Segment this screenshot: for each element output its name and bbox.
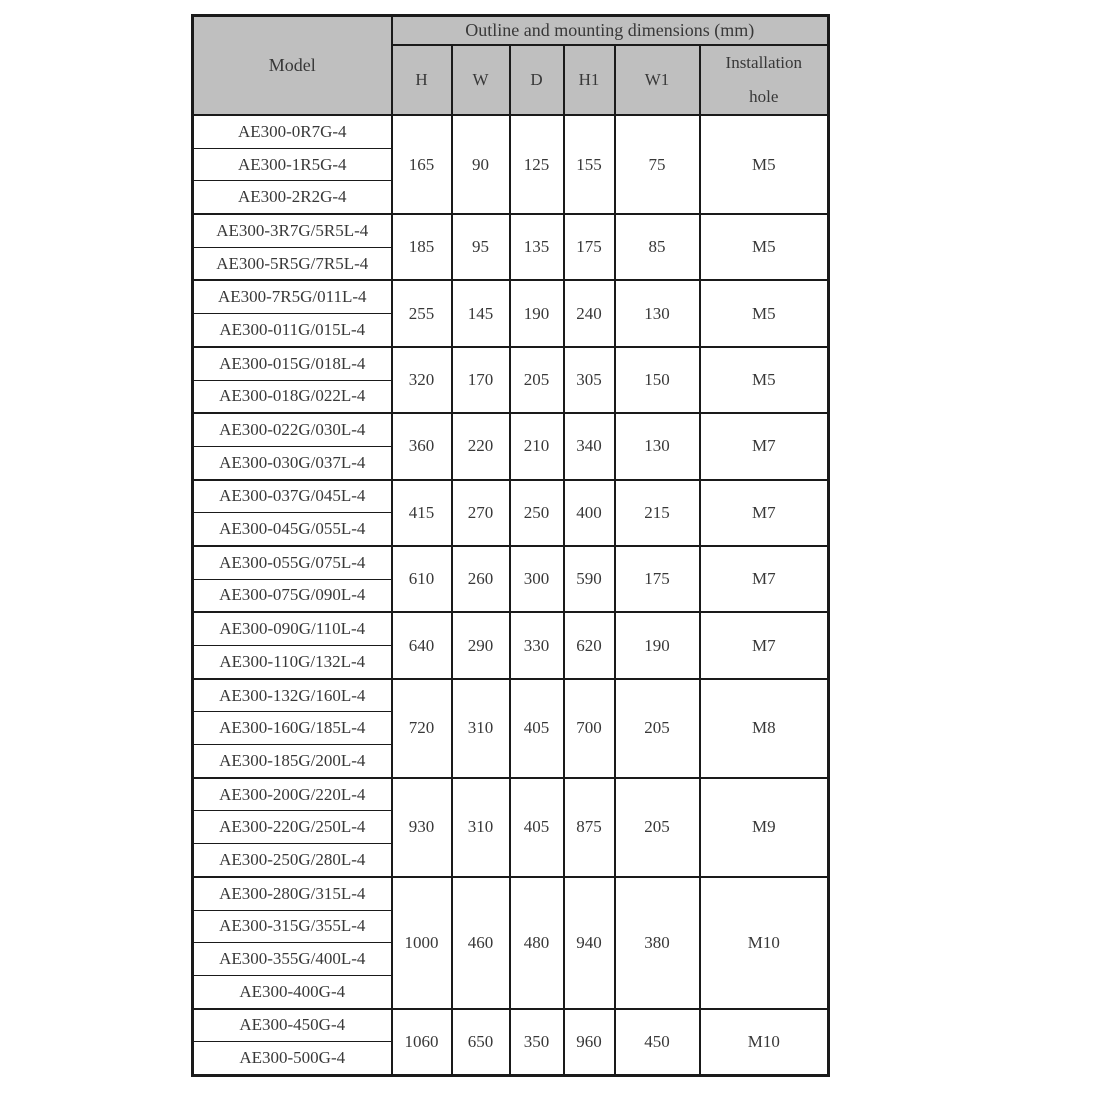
model-cell: AE300-220G/250L-4	[193, 811, 392, 844]
dim-cell-h1: 305	[564, 347, 615, 413]
dim-cell-h1: 700	[564, 679, 615, 778]
dim-cell-d: 300	[510, 546, 564, 612]
dim-cell-w1: 190	[615, 612, 700, 678]
dim-cell-h: 1000	[392, 877, 452, 1009]
table-header	[193, 16, 829, 116]
model-cell: AE300-090G/110L-4	[193, 612, 392, 645]
dim-cell-installation-hole: M7	[700, 480, 829, 546]
dim-cell-w: 290	[452, 612, 510, 678]
dim-cell-h: 640	[392, 612, 452, 678]
dim-cell-h1: 400	[564, 480, 615, 546]
dim-cell-h1: 590	[564, 546, 615, 612]
dim-cell-installation-hole: M5	[700, 115, 829, 214]
model-cell: AE300-400G-4	[193, 975, 392, 1008]
dim-cell-w1: 85	[615, 214, 700, 280]
dim-cell-w: 95	[452, 214, 510, 280]
model-cell: AE300-015G/018L-4	[193, 347, 392, 380]
dim-cell-d: 405	[510, 778, 564, 877]
dim-cell-w: 260	[452, 546, 510, 612]
dim-cell-h: 720	[392, 679, 452, 778]
dim-cell-installation-hole: M7	[700, 546, 829, 612]
dim-cell-h: 165	[392, 115, 452, 214]
model-cell: AE300-011G/015L-4	[193, 314, 392, 347]
dim-cell-w1: 450	[615, 1009, 700, 1076]
model-cell: AE300-030G/037L-4	[193, 446, 392, 479]
dim-cell-h1: 240	[564, 280, 615, 346]
dim-cell-installation-hole: M5	[700, 214, 829, 280]
dim-cell-w1: 150	[615, 347, 700, 413]
column-header-w: W	[452, 45, 510, 115]
model-cell: AE300-055G/075L-4	[193, 546, 392, 579]
dim-cell-h1: 175	[564, 214, 615, 280]
model-cell: AE300-315G/355L-4	[193, 910, 392, 943]
model-cell: AE300-355G/400L-4	[193, 943, 392, 976]
column-header-h: H	[392, 45, 452, 115]
dim-cell-w1: 215	[615, 480, 700, 546]
dim-cell-d: 205	[510, 347, 564, 413]
table-row	[193, 679, 829, 712]
dim-cell-w1: 175	[615, 546, 700, 612]
dim-cell-w: 220	[452, 413, 510, 479]
table-row	[193, 1009, 829, 1042]
dim-cell-w: 170	[452, 347, 510, 413]
dim-cell-installation-hole: M5	[700, 347, 829, 413]
dim-cell-d: 250	[510, 480, 564, 546]
dim-cell-w: 650	[452, 1009, 510, 1076]
dim-cell-w: 310	[452, 778, 510, 877]
column-header-w1: W1	[615, 45, 700, 115]
dim-cell-w1: 130	[615, 280, 700, 346]
dim-cell-w1: 130	[615, 413, 700, 479]
table-row	[193, 778, 829, 811]
model-cell: AE300-075G/090L-4	[193, 579, 392, 612]
dim-cell-w1: 75	[615, 115, 700, 214]
dim-cell-d: 350	[510, 1009, 564, 1076]
dim-cell-d: 190	[510, 280, 564, 346]
dim-cell-installation-hole: M7	[700, 612, 829, 678]
model-cell: AE300-160G/185L-4	[193, 712, 392, 745]
dim-cell-w1: 205	[615, 679, 700, 778]
table-row	[193, 347, 829, 380]
model-cell: AE300-018G/022L-4	[193, 380, 392, 413]
model-cell: AE300-022G/030L-4	[193, 413, 392, 446]
dim-cell-d: 210	[510, 413, 564, 479]
table-row	[193, 280, 829, 313]
model-cell: AE300-110G/132L-4	[193, 646, 392, 679]
model-cell: AE300-1R5G-4	[193, 148, 392, 181]
column-header-d: D	[510, 45, 564, 115]
dim-cell-w: 270	[452, 480, 510, 546]
model-cell: AE300-037G/045L-4	[193, 480, 392, 513]
dim-cell-h1: 155	[564, 115, 615, 214]
model-column-header: Model	[193, 16, 392, 116]
model-cell: AE300-5R5G/7R5L-4	[193, 247, 392, 280]
dim-cell-h: 255	[392, 280, 452, 346]
dim-cell-installation-hole: M5	[700, 280, 829, 346]
dim-cell-w: 310	[452, 679, 510, 778]
model-cell: AE300-250G/280L-4	[193, 844, 392, 877]
model-cell: AE300-500G-4	[193, 1042, 392, 1076]
dim-cell-w: 460	[452, 877, 510, 1009]
table-row	[193, 546, 829, 579]
dim-cell-h: 360	[392, 413, 452, 479]
table-row	[193, 612, 829, 645]
dim-cell-installation-hole: M10	[700, 1009, 829, 1076]
dim-cell-h1: 875	[564, 778, 615, 877]
dim-cell-h: 610	[392, 546, 452, 612]
model-cell: AE300-3R7G/5R5L-4	[193, 214, 392, 247]
dim-cell-d: 405	[510, 679, 564, 778]
dim-cell-installation-hole: M7	[700, 413, 829, 479]
table-row	[193, 214, 829, 247]
dim-cell-h: 320	[392, 347, 452, 413]
dim-cell-w: 145	[452, 280, 510, 346]
dim-cell-h: 415	[392, 480, 452, 546]
dim-cell-h1: 340	[564, 413, 615, 479]
model-cell: AE300-185G/200L-4	[193, 745, 392, 778]
dim-cell-h: 185	[392, 214, 452, 280]
table-row	[193, 480, 829, 513]
model-cell: AE300-045G/055L-4	[193, 513, 392, 546]
dim-cell-h: 1060	[392, 1009, 452, 1076]
table-row	[193, 877, 829, 910]
dim-cell-d: 125	[510, 115, 564, 214]
dim-cell-installation-hole: M9	[700, 778, 829, 877]
dim-cell-d: 330	[510, 612, 564, 678]
model-cell: AE300-132G/160L-4	[193, 679, 392, 712]
dim-cell-h1: 960	[564, 1009, 615, 1076]
table-body	[193, 115, 829, 1075]
model-cell: AE300-2R2G-4	[193, 181, 392, 214]
dim-cell-installation-hole: M10	[700, 877, 829, 1009]
dim-cell-d: 135	[510, 214, 564, 280]
model-cell: AE300-200G/220L-4	[193, 778, 392, 811]
model-cell: AE300-0R7G-4	[193, 115, 392, 148]
dim-cell-w: 90	[452, 115, 510, 214]
model-cell: AE300-7R5G/011L-4	[193, 280, 392, 313]
table-row	[193, 115, 829, 148]
dim-cell-w1: 205	[615, 778, 700, 877]
dim-cell-h1: 620	[564, 612, 615, 678]
dim-cell-h1: 940	[564, 877, 615, 1009]
dim-cell-installation-hole: M8	[700, 679, 829, 778]
table-row	[193, 413, 829, 446]
column-header-installation-hole: Installation hole	[700, 45, 829, 115]
dim-cell-h: 930	[392, 778, 452, 877]
model-cell: AE300-450G-4	[193, 1009, 392, 1042]
column-header-h1: H1	[564, 45, 615, 115]
dimensions-group-header: Outline and mounting dimensions (mm)	[392, 16, 829, 46]
dim-cell-w1: 380	[615, 877, 700, 1009]
model-cell: AE300-280G/315L-4	[193, 877, 392, 910]
dimensions-table	[191, 14, 830, 1077]
dim-cell-d: 480	[510, 877, 564, 1009]
